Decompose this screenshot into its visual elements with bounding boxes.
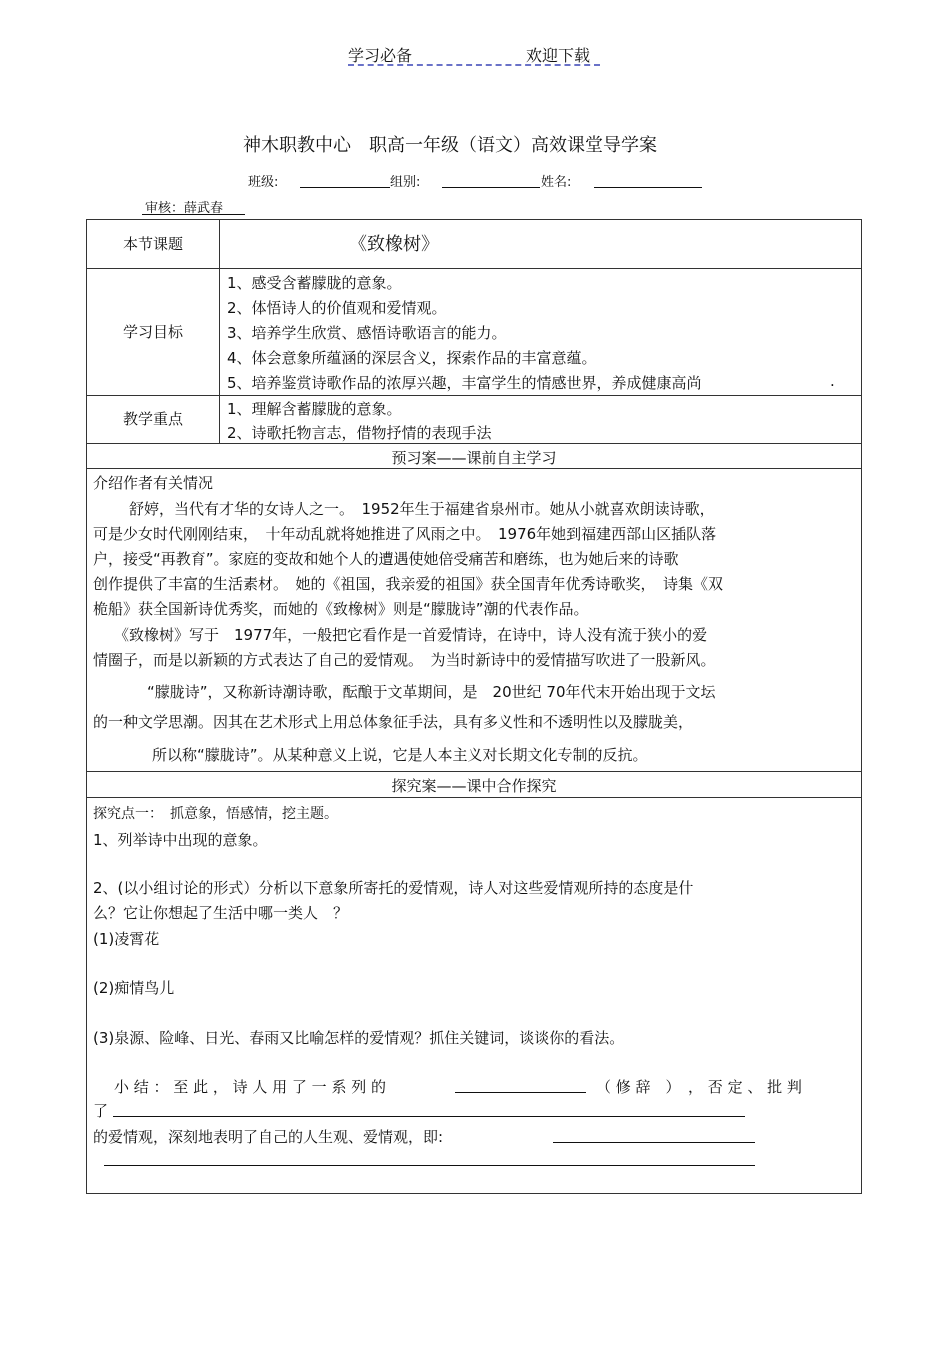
explore-sub-question: (1)凌霄花 bbox=[93, 930, 160, 948]
goal-item: 3、培养学生欣赏、感悟诗歌语言的能力。 bbox=[227, 324, 507, 342]
class-blank[interactable] bbox=[300, 187, 390, 188]
name-label: 姓名: bbox=[541, 175, 572, 190]
group-label: 组别: bbox=[390, 175, 421, 190]
summary-blank-view-cont[interactable] bbox=[104, 1165, 755, 1166]
preview-paragraph-line: 可是少女时代刚刚结束， 十年动乱就将她推进了风雨之中。 1976年她到福建西部山区插队落 bbox=[93, 525, 717, 543]
summary-blank-rhetoric[interactable] bbox=[455, 1092, 586, 1093]
header-dashed-divider bbox=[348, 64, 600, 66]
explore-sub-question: (2)痴情鸟儿 bbox=[93, 979, 175, 997]
key-point-item: 1、理解含蓄朦胧的意象。 bbox=[227, 400, 402, 418]
explore-question-2-cont: 么？它让你想起了生活中哪一类人 ？ bbox=[93, 904, 349, 922]
row-divider bbox=[86, 443, 862, 444]
preview-paragraph-line: 的一种文学思潮。因其在艺术形式上用总体象征手法，具有多义性和不透明性以及朦胧美， bbox=[93, 713, 694, 731]
summary-text-le: 了 bbox=[93, 1102, 109, 1120]
explore-point: 探究点一： 抓意象，悟感情，挖主题。 bbox=[93, 806, 338, 822]
explore-question-2: 2、(以小组讨论的形式）分析以下意象所寄托的爱情观，诗人对这些爱情观所持的态度是什 bbox=[93, 879, 694, 897]
row-divider bbox=[86, 468, 862, 469]
group-blank[interactable] bbox=[442, 187, 540, 188]
preview-paragraph-line: 所以称“朦胧诗”。从某种意义上说，它是人本主义对长期文化专制的反抗。 bbox=[152, 746, 648, 764]
summary-blank-criticized[interactable] bbox=[113, 1116, 745, 1117]
summary-text: 小 结 ： 至 此 ， 诗 人 用 了 一 系 列 的 bbox=[114, 1078, 386, 1096]
explore-question-1: 1、列举诗中出现的意象。 bbox=[93, 831, 268, 849]
key-point-item: 2、诗歌托物言志，借物抒情的表现手法 bbox=[227, 424, 492, 442]
preview-paragraph-line: 情圈子，而是以新颖的方式表达了自己的爱情观。 为当时新诗中的爱情描写吹进了一股新风。 bbox=[93, 651, 716, 669]
class-label: 班级: bbox=[248, 175, 279, 190]
row-divider bbox=[86, 797, 862, 798]
preview-paragraph-line: 桅船》获全国新诗优秀奖，而她的《致橡树》则是“朦胧诗”潮的代表作品。 bbox=[93, 600, 589, 618]
preview-subtitle: 介绍作者有关情况 bbox=[93, 474, 214, 492]
preview-paragraph-line: 户，接受“再教育”。家庭的变故和她个人的遭遇使她倍受痛苦和磨练，也为她后来的诗歌 bbox=[93, 550, 679, 568]
reviewer-text: 审核：薛武春 bbox=[145, 201, 224, 216]
name-blank[interactable] bbox=[594, 187, 702, 188]
explore-sub-question: (3)泉源、险峰、日光、春雨又比喻怎样的爱情观？抓住关键词，谈谈你的看法。 bbox=[93, 1029, 625, 1047]
row-divider bbox=[86, 771, 862, 772]
preview-paragraph-line: 创作提供了丰富的生活素材。 她的《祖国，我亲爱的祖国》获全国青年优秀诗歌奖， 诗集《双 bbox=[93, 575, 724, 593]
summary-text-rhetoric: （ 修 辞 ） ， 否 定 、 批 判 bbox=[596, 1078, 802, 1096]
column-divider bbox=[219, 220, 220, 444]
preview-heading: 预习案——课前自主学习 bbox=[391, 449, 557, 467]
preview-paragraph-line: “朦胧诗”，又称新诗潮诗歌，酝酿于文革期间，是 20世纪 70年代末开始出现于文坛 bbox=[147, 683, 716, 701]
summary-blank-view[interactable] bbox=[553, 1142, 755, 1143]
header-right-text: 欢迎下载 bbox=[526, 46, 591, 65]
row-divider bbox=[86, 268, 862, 269]
lesson-title: 《致橡树》 bbox=[349, 234, 439, 255]
summary-text-conclusion: 的爱情观，深刻地表明了自己的人生观、爱情观，即: bbox=[93, 1128, 444, 1146]
page-title: 神木职教中心 职高一年级（语文）高效课堂导学案 bbox=[243, 135, 657, 156]
preview-paragraph-line: 舒婷，当代有才华的女诗人之一。 1952年生于福建省泉州市。她从小就喜欢朗读诗歌， bbox=[129, 500, 715, 518]
lesson-label: 本节课题 bbox=[122, 235, 183, 253]
goal-item: 5、培养鉴赏诗歌作品的浓厚兴趣，丰富学生的情感世界，养成健康高尚 bbox=[227, 374, 702, 392]
row-divider bbox=[86, 395, 862, 396]
explore-heading: 探究案——课中合作探究 bbox=[391, 777, 557, 795]
preview-paragraph-line: 《致橡树》写于 1977年，一般把它看作是一首爱情诗，在诗中，诗人没有流于狭小的爱 bbox=[114, 626, 708, 644]
key-points-label: 教学重点 bbox=[122, 410, 183, 428]
goal-item: 1、感受含蓄朦胧的意象。 bbox=[227, 274, 402, 292]
goal-item: 4、体会意象所蕴涵的深层含义，探索作品的丰富意蕴。 bbox=[227, 349, 597, 367]
goal-item: 2、体悟诗人的价值观和爱情观。 bbox=[227, 299, 447, 317]
reviewer-underline bbox=[142, 214, 245, 215]
header-left-text: 学习必备 bbox=[348, 46, 413, 65]
goal-trailing-dot: . bbox=[830, 372, 835, 390]
goals-label: 学习目标 bbox=[122, 323, 183, 341]
